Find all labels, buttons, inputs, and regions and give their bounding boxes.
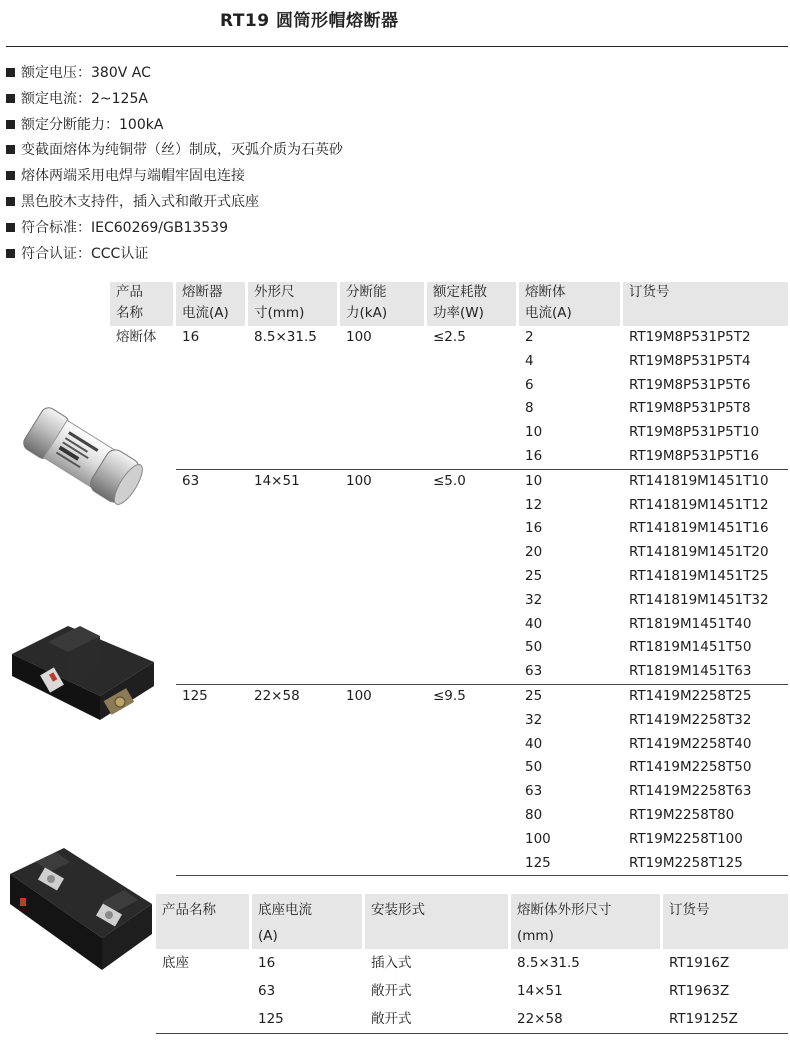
link-current-cell: 4 [525, 352, 534, 369]
feature-item: 符合认证：CCC认证 [6, 244, 343, 270]
base-current-cell: 16 [258, 955, 276, 971]
table-header-row [156, 894, 788, 949]
link-current-cell: 16 [525, 447, 543, 464]
size-cell: 14×51 [517, 983, 563, 999]
order-number-cell: RT1419M2258T25 [623, 684, 788, 709]
order-number-cell: RT141819M1451T16 [629, 520, 769, 537]
column-header: 订货号 [623, 282, 788, 326]
order-number-cell: RT19M8P531P5T4 [629, 352, 751, 369]
link-current-cell: 63 [525, 783, 543, 800]
feature-item: 变截面熔体为纯铜带（丝）制成，灭弧介质为石英砂 [6, 140, 343, 166]
square-bullet-icon [6, 120, 15, 129]
table-row [110, 852, 788, 877]
column-header: 熔断体 电流(A) [519, 282, 623, 326]
table-row [110, 565, 788, 589]
link-current-cell: 32 [525, 591, 543, 608]
breaking-capacity-cell: 100 [340, 684, 427, 709]
size-cell: 14×51 [248, 469, 340, 494]
table-row [110, 469, 788, 494]
table-row [110, 374, 788, 398]
mount-type-cell: 敞开式 [365, 1005, 511, 1034]
column-header: 熔断体外形尺寸 (mm) [511, 894, 663, 949]
page-title: RT19 圆筒形帽熔断器 [220, 11, 399, 31]
order-number-cell: RT19M8P531P5T16 [629, 447, 760, 464]
feature-item: 黑色胶木支持件，插入式和敞开式底座 [6, 192, 343, 218]
link-current-cell: 10 [519, 469, 623, 494]
product-name-cell: 底座 [162, 955, 189, 971]
order-number-cell: RT1419M2258T40 [629, 735, 752, 752]
size-cell: 22×58 [511, 1005, 663, 1034]
column-header: 产品 名称 [110, 282, 176, 326]
table-row [110, 589, 788, 613]
column-header: 熔断器 电流(A) [176, 282, 248, 326]
order-number-cell: RT19125Z [663, 1005, 788, 1034]
order-number-cell: RT1819M1451T50 [629, 639, 752, 656]
feature-item: 额定电流：2~125A [6, 89, 343, 115]
link-current-cell: 8 [525, 400, 534, 417]
table-row [156, 977, 788, 1005]
square-bullet-icon [6, 223, 15, 232]
square-bullet-icon [6, 171, 15, 180]
link-current-cell: 6 [525, 376, 534, 393]
table-row [110, 397, 788, 421]
product-name-cell: 熔断体 [116, 329, 157, 345]
order-number-cell: RT19M8P531P5T2 [629, 329, 751, 345]
column-header: 额定耗散 功率(W) [427, 282, 519, 326]
order-number-cell: RT141819M1451T12 [629, 496, 769, 513]
table-row [110, 445, 788, 469]
order-number-cell: RT1419M2258T63 [629, 783, 752, 800]
table-row [110, 636, 788, 660]
table-row [110, 613, 788, 637]
link-current-cell: 40 [525, 735, 543, 752]
power-cell: ≤2.5 [433, 329, 466, 345]
link-current-cell: 20 [525, 544, 543, 561]
table-row [110, 494, 788, 518]
square-bullet-icon [6, 68, 15, 77]
link-current-cell: 16 [525, 520, 543, 537]
order-number-cell: RT19M8P531P5T10 [629, 424, 760, 441]
order-number-cell: RT1419M2258T32 [629, 711, 752, 728]
link-current-cell: 32 [525, 711, 543, 728]
table-row [110, 541, 788, 565]
base-current-cell: 63 [258, 983, 276, 999]
feature-item: 熔体两端采用电焊与端帽牢固电连接 [6, 166, 343, 192]
feature-list [6, 63, 343, 269]
order-number-cell: RT141819M1451T25 [629, 567, 769, 584]
table-row [110, 733, 788, 757]
fuse-current-cell: 63 [176, 469, 248, 494]
square-bullet-icon [6, 197, 15, 206]
column-header: 分断能 力(kA) [340, 282, 427, 326]
size-cell: 8.5×31.5 [517, 955, 580, 971]
table-row [110, 660, 788, 684]
link-current-cell: 63 [525, 663, 543, 680]
feature-item: 符合标准：IEC60269/GB13539 [6, 218, 343, 244]
feature-item: 额定分断能力：100kA [6, 115, 343, 141]
power-cell: ≤9.5 [427, 684, 519, 709]
title-divider [6, 46, 788, 47]
fuse-current-cell: 16 [182, 329, 200, 345]
table-row [156, 1005, 788, 1034]
column-header: 底座电流 (A) [252, 894, 365, 949]
link-current-cell: 40 [525, 615, 543, 632]
table-row [110, 709, 788, 733]
base-current-cell: 125 [252, 1005, 365, 1034]
table-row [110, 804, 788, 828]
breaking-capacity-cell: 100 [346, 329, 372, 345]
table-row [110, 828, 788, 852]
link-current-cell: 25 [519, 684, 623, 709]
mount-type-cell: 插入式 [371, 955, 412, 971]
link-current-cell: 50 [525, 639, 543, 656]
fuse-base-table [156, 894, 788, 1034]
table-row [110, 421, 788, 445]
table-row [110, 756, 788, 780]
table-row [110, 517, 788, 541]
order-number-cell: RT1916Z [669, 955, 730, 971]
link-current-cell: 10 [525, 424, 543, 441]
link-current-cell: 12 [525, 496, 543, 513]
link-current-cell: 2 [525, 329, 534, 345]
link-current-cell: 25 [525, 567, 543, 584]
order-number-cell: RT19M8P531P5T8 [629, 400, 751, 417]
order-number-cell: RT19M2258T125 [623, 852, 788, 877]
link-current-cell: 50 [525, 759, 543, 776]
order-number-cell: RT1819M1451T63 [629, 663, 752, 680]
order-number-cell: RT1419M2258T50 [629, 759, 752, 776]
feature-item: 额定电压：380V AC [6, 63, 343, 89]
breaking-capacity-cell: 100 [340, 469, 427, 494]
square-bullet-icon [6, 94, 15, 103]
column-header: 外形尺 寸(mm) [248, 282, 340, 326]
mount-type-cell: 敞开式 [371, 983, 412, 999]
column-header: 订货号 [663, 894, 788, 949]
column-header: 产品名称 [156, 894, 252, 949]
size-cell: 8.5×31.5 [254, 329, 317, 345]
column-header: 安装形式 [365, 894, 511, 949]
order-number-cell: RT19M2258T80 [629, 806, 735, 823]
table-row [110, 326, 788, 350]
link-current-cell: 125 [519, 852, 623, 877]
order-number-cell: RT19M8P531P5T6 [629, 376, 751, 393]
square-bullet-icon [6, 249, 15, 258]
table-row [110, 780, 788, 804]
order-number-cell: RT141819M1451T20 [629, 544, 769, 561]
order-number-cell: RT141819M1451T10 [623, 469, 788, 494]
size-cell: 22×58 [248, 684, 340, 709]
order-number-cell: RT19M2258T100 [629, 830, 743, 847]
power-cell: ≤5.0 [427, 469, 519, 494]
link-current-cell: 80 [525, 806, 543, 823]
order-number-cell: RT1819M1451T40 [629, 615, 752, 632]
table-header-row [110, 282, 788, 326]
link-current-cell: 100 [525, 830, 551, 847]
table-row [110, 684, 788, 709]
table-row [156, 949, 788, 977]
fuse-link-spec-table [110, 282, 788, 876]
square-bullet-icon [6, 145, 15, 154]
table-row [110, 350, 788, 374]
order-number-cell: RT141819M1451T32 [629, 591, 769, 608]
fuse-current-cell: 125 [176, 684, 248, 709]
order-number-cell: RT1963Z [669, 983, 730, 999]
